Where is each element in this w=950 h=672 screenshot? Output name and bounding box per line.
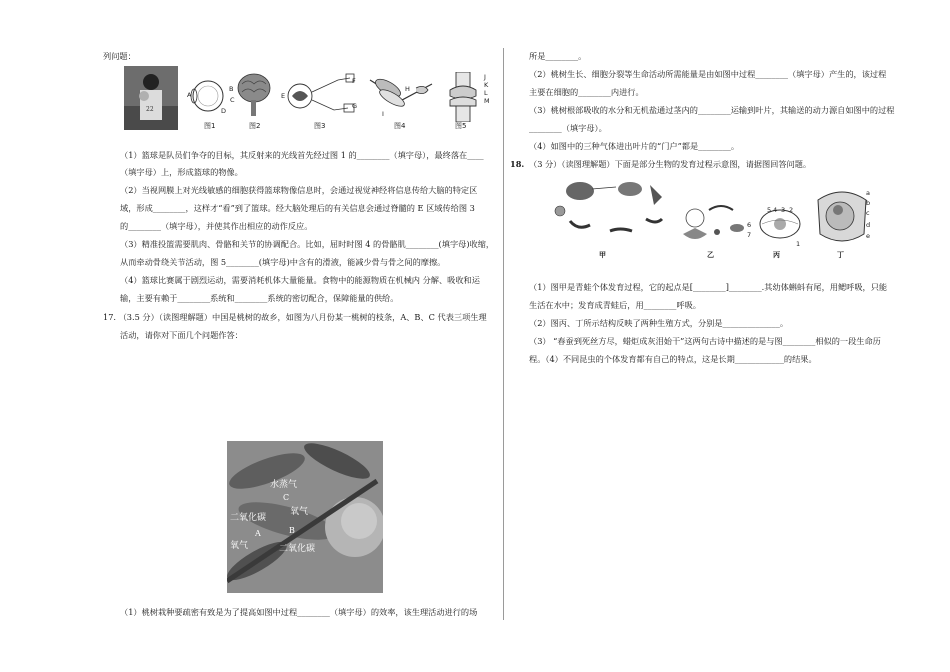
q18-line3: （2）图丙、丁所示结构反映了两种生殖方式，分别是______________。 (529, 318, 789, 328)
photo-label-c: C (283, 493, 290, 502)
q16-line1: （1）篮球是队员们争夺的目标，其反射来的光线首先经过图 1 的________（填字母），最终落在____ (120, 150, 484, 160)
label-ding-d: d (866, 221, 871, 229)
q17-heading-cont: 活动，请你对下面几个问题作答： (120, 330, 243, 340)
right-line1: 所是________。 (529, 51, 587, 61)
caption-fig5: 图5 (455, 122, 467, 130)
caption-fig3: 图3 (314, 122, 326, 130)
q16-line8: （4）篮球比赛属于剧烈运动，需要消耗机体大量能量。食物中的能源物质在机械内 分解、吸收和运 (120, 275, 480, 285)
caption-fig1: 图1 (204, 122, 216, 130)
label-m: M (484, 97, 490, 105)
label-ding-b: b (866, 199, 871, 207)
q16-line6: （3）精准投篮需要肌肉、骨骼和关节的协调配合。比如，屈时时图 4 的骨骼肌________(填字母)收缩， (120, 239, 495, 249)
column-divider (503, 48, 504, 620)
photo-label-co2-left: 二氧化碳 (230, 513, 267, 523)
label-i: I (382, 110, 384, 118)
label-e: E (281, 92, 286, 100)
label-bing-5: 5 (767, 206, 772, 214)
insect-lifecycle-diagram (675, 198, 750, 246)
caption-bing: 丙 (773, 251, 780, 259)
q17-heading: 17. （3.5 分）（读图理解题）中国是桃树的故乡，如图为八月份某一桃树的枝条，A、B、C 代表三项生理 (103, 312, 487, 322)
caption-jia: 甲 (599, 251, 606, 259)
q16-line2: （填字母）上，形成篮球的物像。 (120, 167, 243, 177)
label-h: H (405, 85, 410, 93)
q18-line2: 生活在水中；发育成青蛙后，用________呼吸。 (529, 300, 701, 310)
frog-lifecycle-diagram (550, 175, 670, 245)
caption-ding: 丁 (837, 251, 844, 259)
knee-joint-diagram (444, 72, 484, 122)
q18-line5: 程。（4）不同昆虫的个体发育都有自己的特点，这是长期____________的结果。 (529, 354, 817, 364)
caption-yi: 乙 (707, 251, 714, 259)
label-bing-6: 6 (747, 221, 752, 229)
label-f: F (352, 77, 356, 85)
right-line2: （2）桃树生长、细胞分裂等生命活动所需能量是由如图中过程________（填字母）产生的，该过程 (529, 69, 887, 79)
q16-line5: 的________（填字母），并使其作出相应的动作反应。 (120, 221, 313, 231)
q18-line1: （1）图甲是青蛙个体发育过程，它的起点是[________]________.其幼体蝌蚪有尾，用鳃呼吸，只能 (529, 282, 888, 292)
label-k: K (484, 81, 489, 89)
right-line6: （4）如图中的三种气体进出叶片的“门户”都是________。 (529, 141, 740, 151)
label-bing-7: 7 (747, 231, 752, 239)
photo-label-oxygen-bottom: 氧气 (230, 541, 249, 551)
q16-line9: 输，主要有赖于________系统和________系统的密切配合，保障能量的供给。 (120, 293, 399, 303)
brain-diagram (236, 70, 272, 118)
label-d: D (221, 107, 227, 115)
caption-fig4: 图4 (394, 122, 406, 130)
basketball-player-photo (124, 66, 178, 130)
q17-sub1: （1）桃树栽种要疏密有致是为了提高如图中过程________（填字母）的效率，该生理活动进行的场 (120, 607, 478, 617)
right-line5: ________（填字母）。 (529, 123, 607, 133)
label-bing-3: 3 (781, 206, 786, 214)
label-bing-4: 4 (773, 206, 778, 214)
right-line4: （3）桃树根部吸收的水分和无机盐通过茎内的________运输到叶片，其输送的动力源自如图中的过程 (529, 105, 895, 115)
uterus-fetus-diagram (812, 186, 872, 248)
svg-text:22: 22 (146, 106, 154, 113)
q18-heading: （3 分）（读图理解题）下面是部分生物的发育过程示意图，请据图回答问题。 (529, 159, 812, 169)
label-ding-a: a (866, 189, 870, 197)
label-l: L (484, 89, 488, 97)
label-g: G (352, 102, 358, 110)
caption-fig2: 图2 (249, 122, 261, 130)
label-b: B (229, 85, 234, 93)
photo-label-b: B (289, 526, 295, 535)
q16-line7: 从而牵动骨绕关节活动，图 5________(填字母)中含有的滑液，能减少骨与骨之间的摩擦。 (120, 257, 446, 267)
reflex-arc-diagram (278, 70, 358, 122)
right-line3: 主要在细胞的________内进行。 (529, 87, 644, 97)
label-c: C (230, 96, 235, 104)
photo-label-vapor: 水蒸气 (270, 480, 298, 490)
q18-line4: （3） “春蚕到死丝方尽，蜡炬成灰泪始干”这两句古诗中描述的是与图________相似的一段生命历 (529, 336, 881, 346)
photo-label-co2-right: 二氧化碳 (279, 544, 316, 554)
q16-line4: 域，形成________，这样才“看”到了篮球。经大脑处理后的有关信息会通过脊髓的 E 区域传给图 3 (120, 203, 475, 213)
label-ding-c: c (866, 209, 870, 217)
photo-label-oxygen-top: 氧气 (290, 507, 309, 517)
q16-line3: （2）当视网膜上对光线敏感的细胞获得篮球物像信息时，会通过视觉神经将信息传给大脑的特定区 (120, 185, 478, 195)
label-a: A (187, 91, 192, 99)
label-j: J (484, 73, 486, 81)
label-ding-e: e (866, 232, 870, 240)
photo-label-a: A (255, 529, 261, 538)
label-bing-2: 2 (789, 206, 794, 214)
q18-number: 18. (510, 159, 525, 169)
label-bing-1: 1 (796, 240, 801, 248)
arm-muscle-diagram (366, 70, 436, 120)
intro-text: 列问题： (103, 51, 136, 61)
